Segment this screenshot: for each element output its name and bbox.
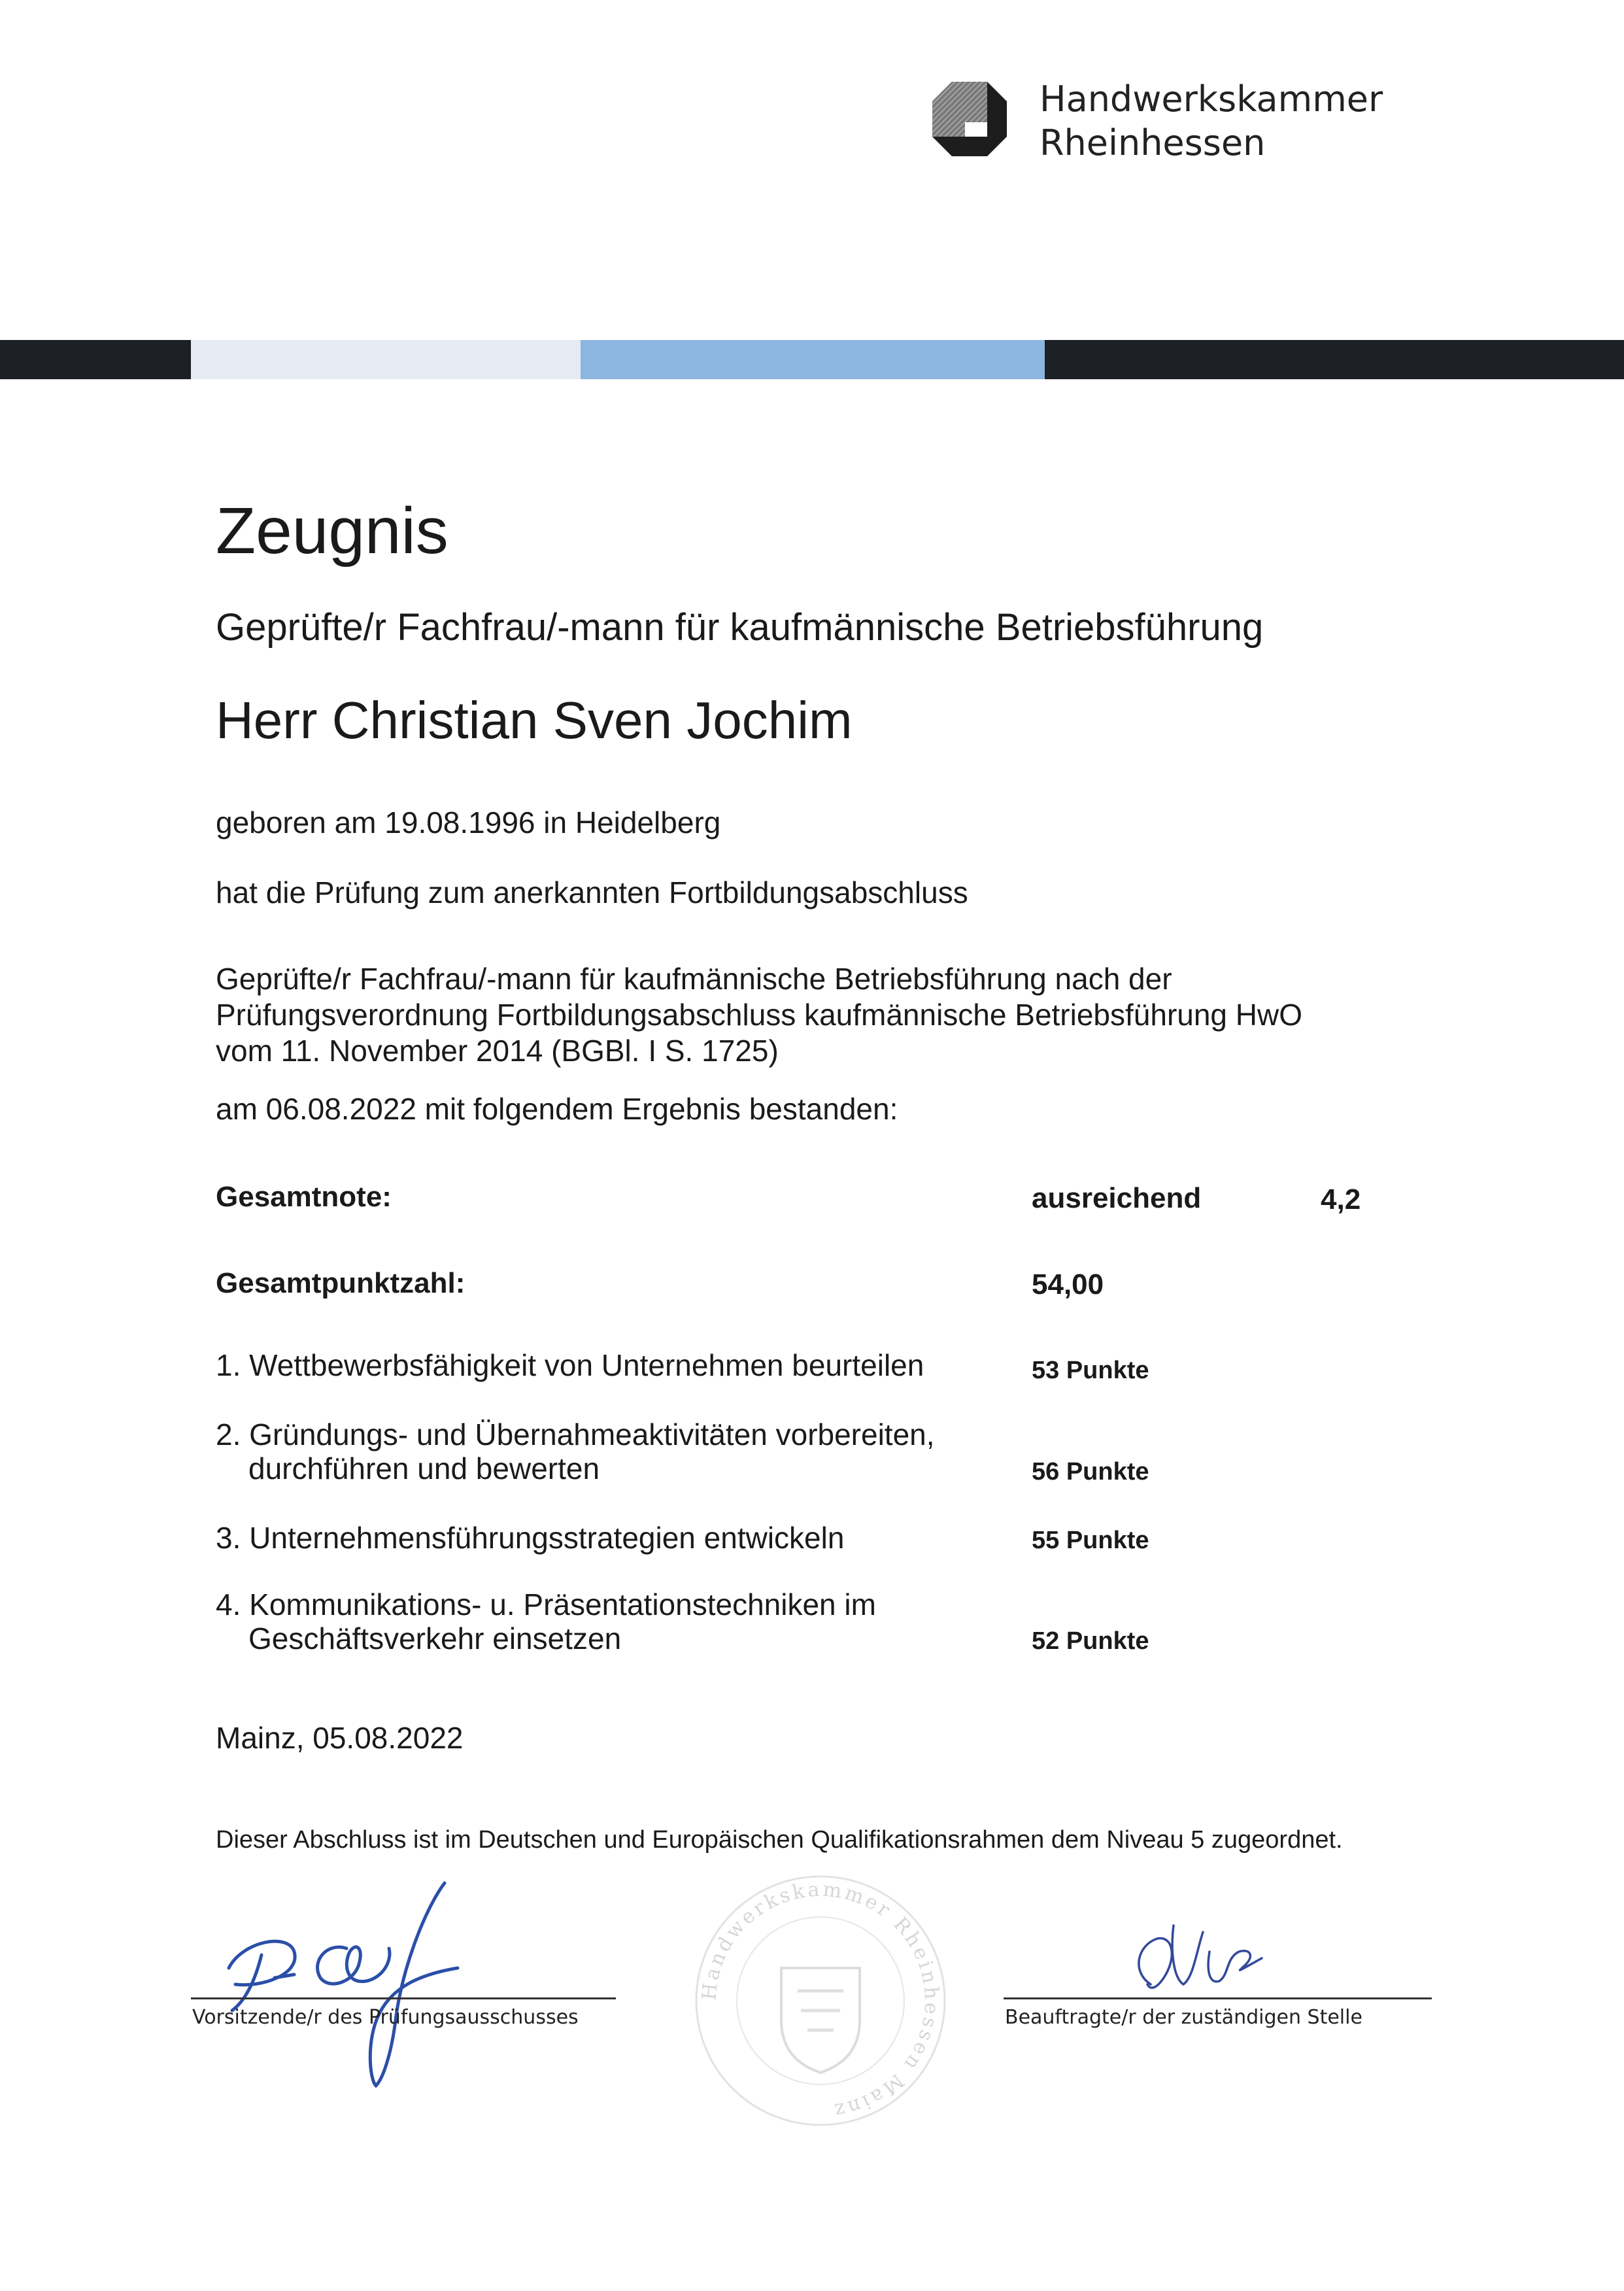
svg-text:Handwerkskammer Rheinhessen Ma xyxy=(698,1878,943,2122)
qualification-framework-note: Dieser Abschluss ist im Deutschen und Europäischen Qualifikationsrahmen dem Niveau 5 zugeordnet. xyxy=(216,1826,1343,1854)
exam-part-3-points: 55 Punkte xyxy=(1032,1527,1149,1554)
signature-line-right xyxy=(1004,1997,1432,1999)
exam-part-4 xyxy=(216,1587,876,1655)
seal-text: Handwerkskammer Rheinhessen Mainz xyxy=(698,1878,943,2123)
document-subtitle: Geprüfte/r Fachfrau/-mann für kaufmännische Betriebsführung xyxy=(216,606,1264,649)
document-title: Zeugnis xyxy=(216,494,448,568)
exam-part-1 xyxy=(216,1348,924,1382)
exam-part-title: 3. Unternehmensführungsstrategien entwickeln xyxy=(216,1521,845,1555)
representative-signature-caption: Beauftragte/r der zuständigen Stelle xyxy=(1005,2006,1362,2029)
total-grade-number: 4,2 xyxy=(1321,1183,1361,1215)
band-segment-blue xyxy=(581,340,1045,379)
exam-part-title: 1. Wettbewerbsfähigkeit von Unternehmen beurteilen xyxy=(216,1348,924,1382)
passed-date: am 06.08.2022 mit folgendem Ergebnis bestanden: xyxy=(216,1092,898,1126)
exam-part-title-continued: durchführen und bewerten xyxy=(248,1451,600,1485)
exam-part-title: 2. Gründungs- und Übernahmeaktivitäten vorbereiten, xyxy=(216,1417,935,1451)
signature-line-left xyxy=(191,1997,616,1999)
exam-part-4-points: 52 Punkte xyxy=(1032,1627,1149,1655)
exam-part-2-points: 56 Punkte xyxy=(1032,1458,1149,1485)
exam-part-2 xyxy=(216,1417,935,1485)
qualification-line: Prüfungsverordnung Fortbildungsabschluss kaufmännische Betriebsführung HwO xyxy=(216,998,1303,1032)
exam-part-title-continued: Geschäftsverkehr einsetzen xyxy=(248,1621,622,1655)
total-points-label: Gesamtpunktzahl: xyxy=(216,1267,465,1299)
representative-signature xyxy=(1111,1912,1281,2004)
chair-signature-caption: Vorsitzende/r des Prüfungsausschusses xyxy=(192,2006,579,2029)
chamber-logo-icon xyxy=(932,82,1007,156)
band-segment-dark-right xyxy=(1045,340,1624,379)
chamber-name-line1: Handwerkskammer xyxy=(1040,78,1383,120)
chamber-name xyxy=(1040,77,1383,165)
qualification-description xyxy=(216,961,1302,1069)
recipient-name: Herr Christian Sven Jochim xyxy=(216,691,853,749)
header-color-band xyxy=(0,340,1624,379)
band-segment-pale xyxy=(191,340,581,379)
qualification-line: Geprüfte/r Fachfrau/-mann für kaufmännische Betriebsführung nach der xyxy=(216,962,1172,996)
total-points-value: 54,00 xyxy=(1032,1268,1104,1300)
total-grade-label: Gesamtnote: xyxy=(216,1181,392,1213)
official-seal-icon xyxy=(690,1870,951,2131)
chair-signature xyxy=(216,1870,497,2092)
exam-part-1-points: 53 Punkte xyxy=(1032,1357,1149,1384)
exam-part-3 xyxy=(216,1521,844,1555)
place-and-date: Mainz, 05.08.2022 xyxy=(216,1721,464,1755)
qualification-line: vom 11. November 2014 (BGBl. I S. 1725) xyxy=(216,1034,779,1068)
birth-info: geboren am 19.08.1996 in Heidelberg xyxy=(216,806,721,840)
total-grade-word: ausreichend xyxy=(1032,1182,1202,1214)
passed-intro: hat die Prüfung zum anerkannten Fortbildungsabschluss xyxy=(216,875,968,909)
exam-part-title: 4. Kommunikations- u. Präsentationstechniken im xyxy=(216,1587,876,1621)
band-segment-dark-left xyxy=(0,340,191,379)
chamber-name-line2: Rheinhessen xyxy=(1040,122,1266,163)
